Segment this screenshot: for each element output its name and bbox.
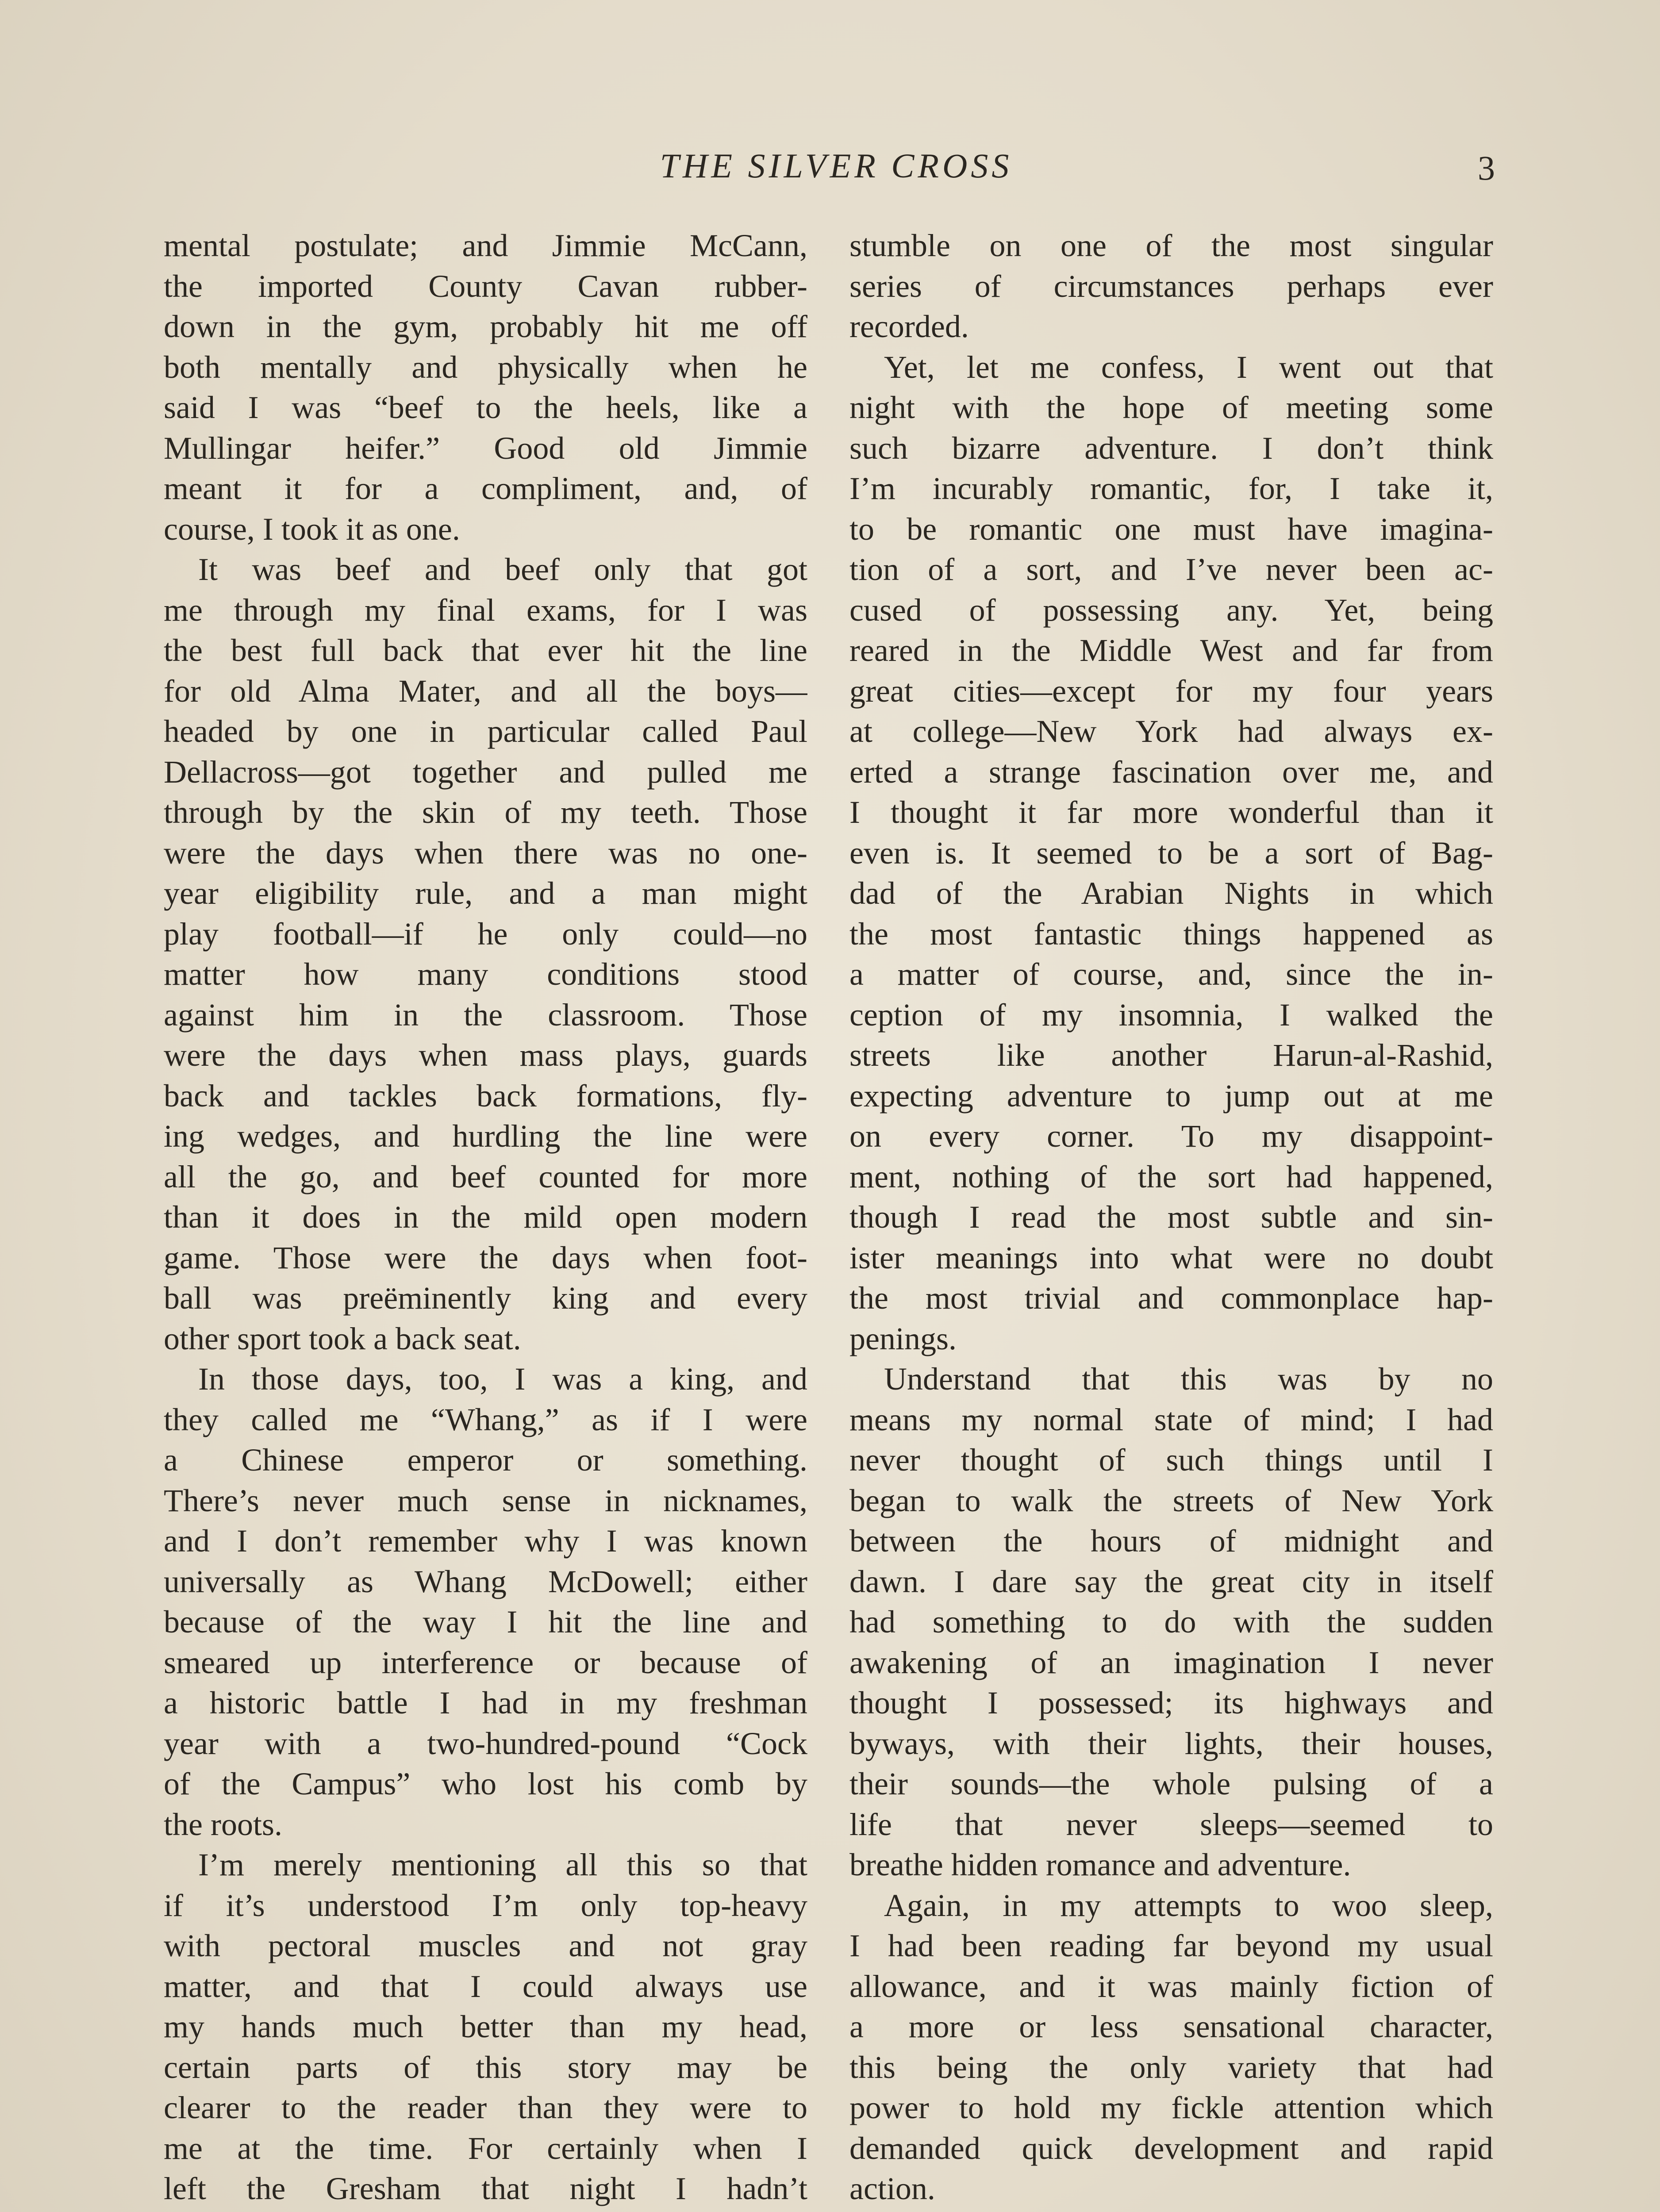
text-line: penings. xyxy=(849,1321,957,1356)
text-line: said I was “beef to the heels, like a xyxy=(164,390,807,425)
text-line: ment, nothing of the sort had happened, xyxy=(849,1159,1493,1194)
running-head: THE SILVER CROSS xyxy=(660,146,1013,185)
text-line: they called me “Whang,” as if I were xyxy=(164,1402,807,1437)
text-line: my hands much better than my head, xyxy=(164,2009,807,2044)
text-line xyxy=(849,2209,1493,2212)
text-line: year with a two-hundred-pound “Cock xyxy=(164,1725,807,1761)
text-line: the roots. xyxy=(164,1806,282,1842)
text-line: such bizarre adventure. I don’t think xyxy=(849,430,1493,466)
text-line: Again, in my attempts to woo sleep, xyxy=(884,1887,1493,1923)
text-line: because of the way I hit the line and xyxy=(164,1604,807,1640)
text-line: I had been reading far beyond my usual xyxy=(849,1928,1493,1963)
page-number: 3 xyxy=(1478,149,1495,187)
text-line: I’m merely mentioning all this so that xyxy=(198,1847,807,1882)
text-line: erted a strange fascination over me, and xyxy=(849,754,1493,790)
text-line: mental postulate; and Jimmie McCann, xyxy=(164,228,807,263)
text-line: stumble on one of the most singular xyxy=(849,228,1493,263)
text-line: means my normal state of mind; I had xyxy=(849,1402,1493,1437)
text-line: course, I took it as one. xyxy=(164,511,460,547)
text-line: a more or less sensational character, xyxy=(849,2009,1493,2044)
text-line: their sounds—the whole pulsing of a xyxy=(849,1766,1493,1801)
text-line: a matter of course, and, since the in- xyxy=(849,956,1493,992)
text-line: play football—if he only could—no xyxy=(164,916,807,952)
text-line: began to walk the streets of New York xyxy=(849,1482,1493,1518)
text-line: ball was preëminently king and every xyxy=(164,1280,807,1316)
text-line: had something to do with the sudden xyxy=(849,1604,1493,1640)
text-line: back and tackles back formations, fly- xyxy=(164,1078,807,1114)
text-line: allowance, and it was mainly fiction of xyxy=(849,1968,1493,2004)
text-line: byways, with their lights, their houses, xyxy=(849,1725,1493,1761)
text-line: left the Gresham that night I hadn’t xyxy=(164,2171,807,2206)
text-line: Mullingar heifer.” Good old Jimmie xyxy=(164,430,807,466)
text-line: recorded. xyxy=(849,309,969,344)
text-line: In those days, too, I was a king, and xyxy=(198,1361,807,1397)
text-line: universally as Whang McDowell; either xyxy=(164,1563,807,1599)
text-line: night with the hope of meeting some xyxy=(849,390,1493,425)
text-line: matter how many conditions stood xyxy=(164,956,807,992)
text-line: were the days when mass plays, guards xyxy=(164,1037,807,1073)
text-line: year eligibility rule, and a man might xyxy=(164,876,807,911)
text-line: the most fantastic things happened as xyxy=(849,916,1493,952)
text-line: life that never sleeps—seemed to xyxy=(849,1806,1493,1842)
text-line: with pectoral muscles and not gray xyxy=(164,1928,807,1963)
text-line: great cities—except for my four years xyxy=(849,673,1493,709)
text-line: down in the gym, probably hit me off xyxy=(164,309,807,344)
text-column-right xyxy=(849,226,1493,2212)
text-line: tion of a sort, and I’ve never been ac- xyxy=(849,552,1493,587)
text-line: dawn. I dare say the great city in itself xyxy=(849,1563,1493,1599)
text-line: other sport took a back seat. xyxy=(164,1321,521,1356)
text-line: and I don’t remember why I was known xyxy=(164,1523,807,1559)
text-line: I thought it far more wonderful than it xyxy=(849,795,1493,830)
text-line: me at the time. For certainly when I xyxy=(164,2130,807,2166)
text-line: both mentally and physically when he xyxy=(164,349,807,385)
text-line: of the Campus” who lost his comb by xyxy=(164,1766,807,1801)
text-line: than it does in the mild open modern xyxy=(164,1199,807,1235)
text-line: There’s never much sense in nicknames, xyxy=(164,1482,807,1518)
text-line: awakening of an imagination I never xyxy=(849,1644,1493,1680)
text-line: were the days when there was no one- xyxy=(164,835,807,871)
text-line: thought I possessed; its highways and xyxy=(849,1685,1493,1720)
text-line: ister meanings into what were no doubt xyxy=(849,1240,1493,1275)
text-line: headed by one in particular called Paul xyxy=(164,714,807,749)
text-line: all the go, and beef counted for more xyxy=(164,1159,807,1194)
text-line: for old Alma Mater, and all the boys— xyxy=(164,673,807,709)
text-line: I’m incurably romantic, for, I take it, xyxy=(849,471,1493,506)
text-line: through by the skin of my teeth. Those xyxy=(164,795,807,830)
text-line: a Chinese emperor or something. xyxy=(164,1442,807,1478)
text-line: Understand that this was by no xyxy=(884,1361,1493,1397)
text-line: even is. It seemed to be a sort of Bag- xyxy=(849,835,1493,871)
text-line: Yet, let me confess, I went out that xyxy=(884,349,1493,385)
text-line: It was beef and beef only that got xyxy=(198,552,807,587)
text-line: streets like another Harun-al-Rashid, xyxy=(849,1037,1493,1073)
text-line: action. xyxy=(849,2171,935,2206)
text-line: never thought of such things until I xyxy=(849,1442,1493,1478)
text-line: this being the only variety that had xyxy=(849,2049,1493,2085)
text-line: matter, and that I could always use xyxy=(164,1968,807,2004)
text-line: series of circumstances perhaps ever xyxy=(849,268,1493,304)
text-column-left xyxy=(164,226,807,2212)
text-line: if it’s understood I’m only top-heavy xyxy=(164,1887,807,1923)
text-line: me through my final exams, for I was xyxy=(164,592,807,628)
text-line: dad of the Arabian Nights in which xyxy=(849,876,1493,911)
text-line: power to hold my fickle attention which xyxy=(849,2090,1493,2125)
text-line: smeared up interference or because of xyxy=(164,1644,807,1680)
text-line: against him in the classroom. Those xyxy=(164,997,807,1033)
text-line: breathe hidden romance and adventure. xyxy=(849,1847,1351,1882)
text-line xyxy=(164,2209,807,2212)
text-line: at college—New York had always ex- xyxy=(849,714,1493,749)
text-line: between the hours of midnight and xyxy=(849,1523,1493,1559)
text-line: to be romantic one must have imagina- xyxy=(849,511,1493,547)
text-line: the most trivial and commonplace hap- xyxy=(849,1280,1493,1316)
text-line: meant it for a compliment, and, of xyxy=(164,471,807,506)
text-line: expecting adventure to jump out at me xyxy=(849,1078,1493,1114)
text-line: a historic battle I had in my freshman xyxy=(164,1685,807,1720)
text-line: the imported County Cavan rubber- xyxy=(164,268,807,304)
text-line: game. Those were the days when foot- xyxy=(164,1240,807,1275)
text-line: cused of possessing any. Yet, being xyxy=(849,592,1493,628)
text-line: on every corner. To my disappoint- xyxy=(849,1118,1493,1154)
text-line: demanded quick development and rapid xyxy=(849,2130,1493,2166)
text-line: Dellacross—got together and pulled me xyxy=(164,754,807,790)
text-line: reared in the Middle West and far from xyxy=(849,633,1493,668)
text-line: though I read the most subtle and sin- xyxy=(849,1199,1493,1235)
text-line: certain parts of this story may be xyxy=(164,2049,807,2085)
text-line: the best full back that ever hit the line xyxy=(164,633,807,668)
text-line: ception of my insomnia, I walked the xyxy=(849,997,1493,1033)
text-line: ing wedges, and hurdling the line were xyxy=(164,1118,807,1154)
text-line: clearer to the reader than they were to xyxy=(164,2090,807,2125)
